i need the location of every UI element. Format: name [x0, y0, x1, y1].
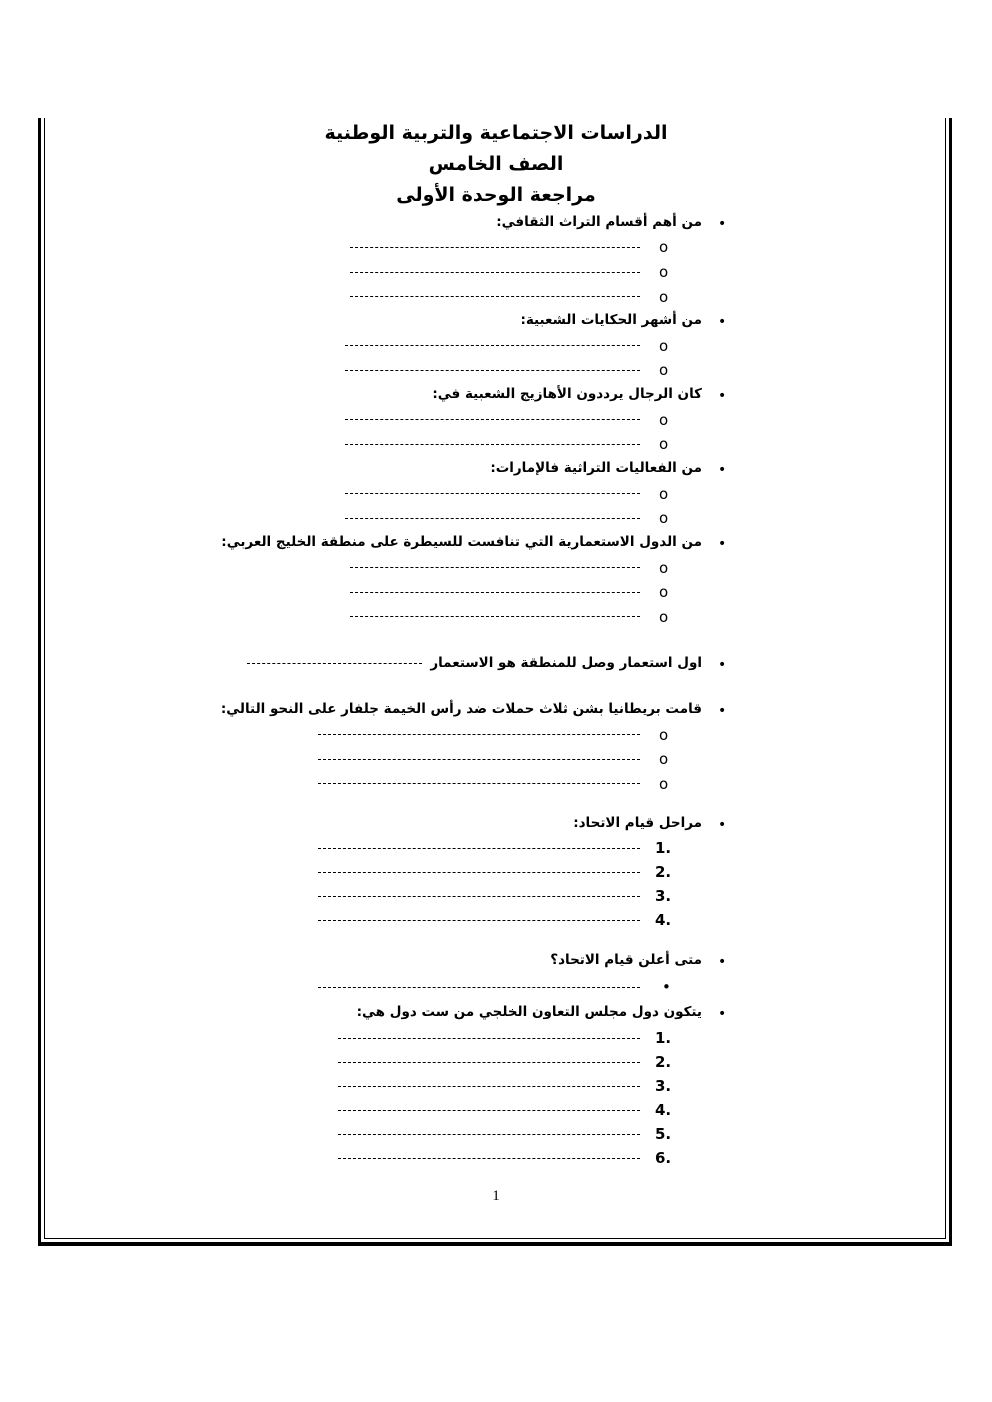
answer-marker: o: [659, 238, 669, 256]
answer-marker: •: [662, 978, 671, 996]
answer-marker: o: [659, 411, 669, 429]
answer-number: 6.: [655, 1149, 672, 1167]
answer-line[interactable]: [350, 567, 640, 568]
answer-line[interactable]: [350, 247, 640, 248]
answer-number: 3.: [655, 1077, 672, 1095]
answer-line[interactable]: [318, 783, 640, 784]
question-6: [247, 654, 702, 672]
answer-marker: o: [659, 337, 669, 355]
bullet-icon: •: [718, 817, 727, 833]
question-3: كان الرجال يرددون الأهازيج الشعبية في:: [432, 386, 702, 402]
answer-line-inline[interactable]: [247, 663, 422, 664]
question-6-text: اول استعمار وصل للمنطقة هو الاستعمار: [430, 655, 702, 671]
bullet-icon: •: [718, 1006, 727, 1022]
answer-line[interactable]: [338, 1038, 640, 1039]
page-border-left-inner: [44, 118, 45, 1239]
answer-number: 2.: [655, 863, 672, 881]
answer-marker: o: [659, 583, 669, 601]
question-5: من الدول الاستعمارية التي تنافست للسيطرة على منطقة الخليج العربي:: [221, 534, 702, 550]
answer-line[interactable]: [345, 493, 640, 494]
bullet-icon: •: [718, 216, 727, 232]
page-number: 1: [492, 1188, 500, 1204]
answer-line[interactable]: [338, 1062, 640, 1063]
answer-number: 1.: [655, 1029, 672, 1047]
answer-line[interactable]: [350, 592, 640, 593]
answer-line[interactable]: [345, 345, 640, 346]
answer-number: 3.: [655, 887, 672, 905]
page-border-bottom-inner: [44, 1238, 946, 1239]
bullet-icon: •: [718, 703, 727, 719]
answer-marker: o: [659, 750, 669, 768]
answer-line[interactable]: [318, 734, 640, 735]
grade-title: الصف الخامس: [428, 153, 564, 175]
answer-line[interactable]: [338, 1134, 640, 1135]
subject-title: الدراسات الاجتماعية والتربية الوطنية: [324, 122, 668, 144]
answer-line[interactable]: [338, 1110, 640, 1111]
page-border-bottom: [38, 1242, 952, 1246]
bullet-icon: •: [718, 314, 727, 330]
answer-line[interactable]: [318, 759, 640, 760]
answer-number: 2.: [655, 1053, 672, 1071]
answer-marker: o: [659, 608, 669, 626]
answer-line[interactable]: [345, 444, 640, 445]
answer-line[interactable]: [345, 518, 640, 519]
answer-marker: o: [659, 288, 669, 306]
answer-line[interactable]: [350, 616, 640, 617]
answer-line[interactable]: [318, 872, 640, 873]
answer-line[interactable]: [318, 987, 640, 988]
question-7: قامت بريطانيا بشن ثلاث حملات ضد رأس الخيمة جلفار على النحو التالي:: [220, 701, 702, 717]
bullet-icon: •: [718, 536, 727, 552]
answer-line[interactable]: [350, 272, 640, 273]
answer-line[interactable]: [318, 848, 640, 849]
answer-marker: o: [659, 559, 669, 577]
page-border-right: [949, 118, 952, 1246]
answer-marker: o: [659, 775, 669, 793]
question-2: من أشهر الحكايات الشعبية:: [520, 312, 702, 328]
question-10: يتكون دول مجلس التعاون الخلجي من ست دول هي:: [356, 1004, 702, 1020]
answer-marker: o: [659, 726, 669, 744]
answer-line[interactable]: [318, 920, 640, 921]
bullet-icon: •: [718, 954, 727, 970]
answer-line[interactable]: [338, 1158, 640, 1159]
answer-marker: o: [659, 485, 669, 503]
question-8: مراحل قيام الاتحاد:: [573, 815, 702, 831]
answer-number: 5.: [655, 1125, 672, 1143]
answer-line[interactable]: [318, 896, 640, 897]
page-border-left: [38, 118, 41, 1246]
answer-marker: o: [659, 263, 669, 281]
answer-marker: o: [659, 435, 669, 453]
page-border-right-inner: [945, 118, 946, 1239]
question-1: من أهم أقسام التراث الثقافي:: [496, 214, 702, 230]
question-9: متى أعلن قيام الاتحاد؟: [550, 952, 702, 968]
bullet-icon: •: [718, 388, 727, 404]
answer-line[interactable]: [350, 296, 640, 297]
unit-title: مراجعة الوحدة الأولى: [396, 184, 596, 206]
answer-line[interactable]: [345, 370, 640, 371]
answer-marker: o: [659, 361, 669, 379]
answer-number: 4.: [655, 911, 672, 929]
bullet-icon: •: [718, 462, 727, 478]
answer-number: 1.: [655, 839, 672, 857]
answer-number: 4.: [655, 1101, 672, 1119]
answer-marker: o: [659, 509, 669, 527]
answer-line[interactable]: [345, 419, 640, 420]
answer-line[interactable]: [338, 1086, 640, 1087]
bullet-icon: •: [718, 657, 727, 673]
question-4: من الفعاليات التراثية فالإمارات:: [490, 460, 702, 476]
